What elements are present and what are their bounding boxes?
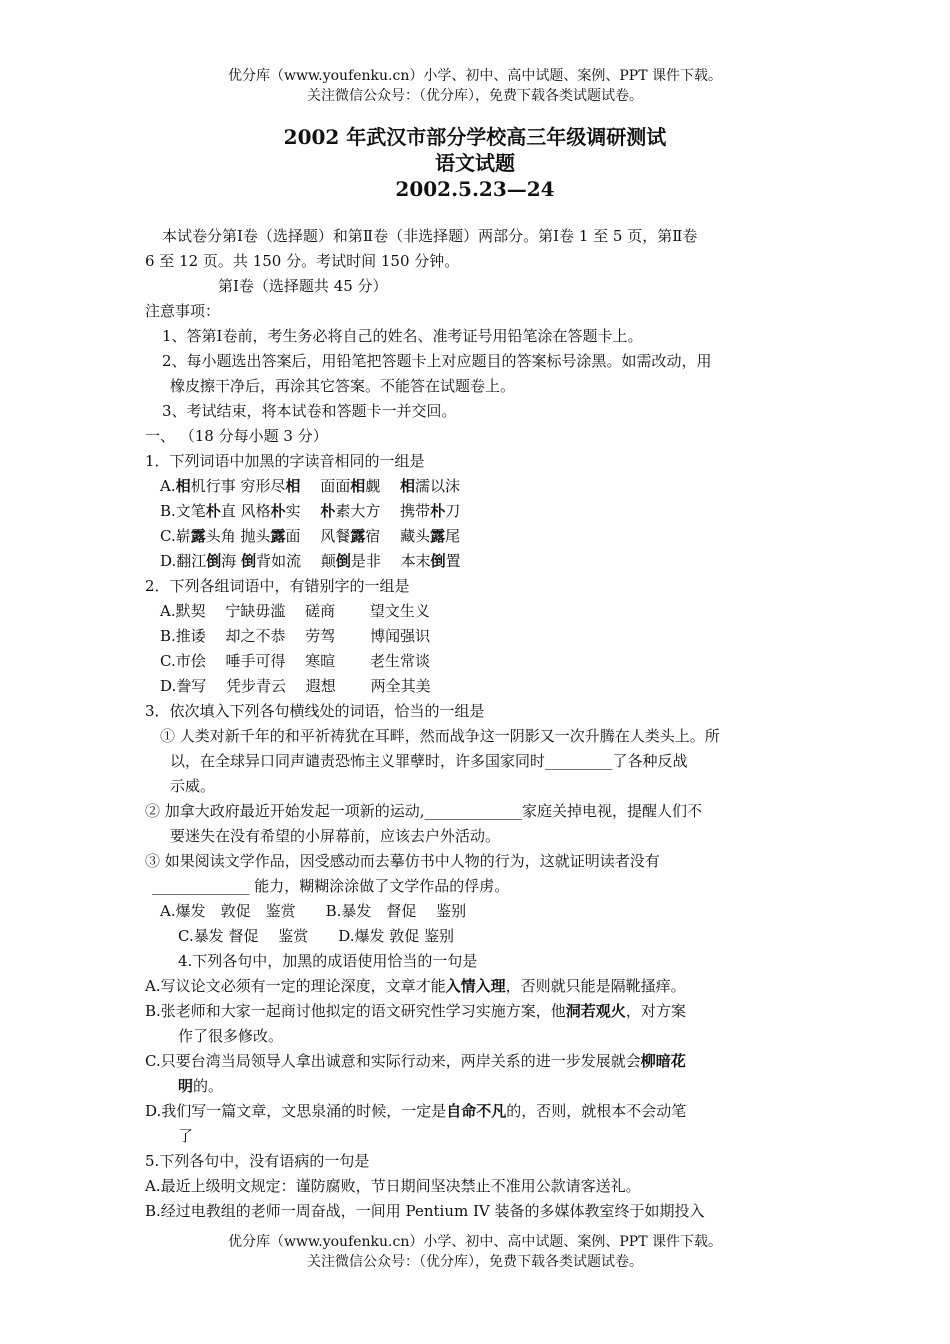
q1-option-d: D.翻江倒海 倒背如流 颠倒是非 本末倒置 [160, 552, 461, 570]
q3-sentence-3a: ③ 如果阅读文学作品，因受感动而去摹仿书中人物的行为，这就证明读者没有 [145, 852, 660, 870]
notes-heading: 注意事项： [145, 302, 221, 320]
q2-stem: 2．下列各组词语中，有错别字的一组是 [145, 577, 410, 595]
q1-stem: 1．下列词语中加黑的字读音相同的一组是 [145, 452, 425, 470]
section-heading: 第Ⅰ卷（选择题共 45 分） [218, 277, 388, 295]
note-1: 1、答第Ⅰ卷前，考生务必将自己的姓名、准考证号用铅笔涂在答题卡上。 [162, 327, 643, 345]
q3-stem: 3．依次填入下列各句横线处的词语，恰当的一组是 [145, 702, 485, 720]
note-2a: 2、每小题选出答案后，用铅笔把答题卡上对应题目的答案标号涂黑。如需改动，用 [162, 352, 712, 370]
q3-options-ab: A.爆发 敦促 鉴赏 B.暴发 督促 鉴别 [160, 902, 467, 920]
q5-option-a: A.最近上级明文规定：谨防腐败，节日期间坚决禁止不准用公款请客送礼。 [145, 1177, 641, 1195]
q2-option-b: B.推诿 却之不恭 劳驾 博闻强识 [160, 627, 431, 645]
q3-sentence-1c: 示威。 [170, 777, 216, 795]
q1-option-a: A.相机行事 穷形尽相 面面相觑 相濡以沫 [160, 477, 461, 495]
part-one-heading: 一、 （18 分每小题 3 分） [145, 427, 328, 445]
footer-line-1: 优分库（www.youfenku.cn）小学、初中、高中试题、案例、PPT 课件下载。 [227, 1234, 722, 1250]
q3-sentence-2a: ② 加拿大政府最近开始发起一项新的运动,_____________家庭关掉电视，提醒人们不 [145, 802, 703, 820]
q4-option-c-1: C.只要台湾当局领导人拿出诚意和实际行动来，两岸关系的进一步发展就会柳暗花 [145, 1052, 686, 1070]
q4-option-d-1: D.我们写一篇文章，文思泉涌的时候，一定是自命不凡的，否则，就根本不会动笔 [145, 1102, 687, 1120]
q4-option-c-2: 明的。 [178, 1077, 224, 1095]
title-line-2: 语文试题 [435, 151, 515, 175]
q2-option-c: C.市侩 唾手可得 寒暄 老生常谈 [160, 652, 431, 670]
q3-sentence-3b: _____________ 能力，糊糊涂涂做了文学作品的俘虏。 [152, 877, 510, 895]
q3-sentence-1b: 以，在全球异口同声谴责恐怖主义罪孽时，许多国家同时_________了各种反战 [170, 752, 688, 770]
title-line-1: 2002 年武汉市部分学校高三年级调研测试 [283, 125, 667, 149]
q3-sentence-2b: 要迷失在没有希望的小屏幕前，应该去户外活动。 [170, 827, 501, 845]
intro-line-1: 本试卷分第Ⅰ卷（选择题）和第Ⅱ卷（非选择题）两部分。第Ⅰ卷 1 至 5 页，第Ⅱ卷 [162, 227, 698, 245]
q3-options-cd: C.暴发 督促 鉴赏 D.爆发 敦促 鉴别 [178, 927, 455, 945]
note-2b: 橡皮擦干净后，再涂其它答案。不能答在试题卷上。 [170, 377, 516, 395]
q4-option-a: A.写议论文必须有一定的理论深度，文章才能入情入理，否则就只能是隔靴搔痒。 [145, 977, 686, 995]
header-line-1: 优分库（www.youfenku.cn）小学、初中、高中试题、案例、PPT 课件下载。 [227, 68, 722, 84]
note-3: 3、考试结束，将本试卷和答题卡一并交回。 [162, 402, 457, 420]
q4-option-b-2: 作了很多修改。 [178, 1027, 284, 1045]
footer-line-2: 关注微信公众号：（优分库），免费下载各类试题试卷。 [307, 1254, 643, 1270]
q3-sentence-1a: ① 人类对新千年的和平祈祷犹在耳畔，然而战争这一阴影又一次升腾在人类头上。所 [160, 727, 720, 745]
header-line-2: 关注微信公众号：（优分库），免费下载各类试题试卷。 [307, 88, 643, 104]
title-line-3: 2002.5.23—24 [395, 177, 555, 201]
q1-option-c: C.崭露头角 抛头露面 风餐露宿 藏头露尾 [160, 527, 461, 545]
q5-stem: 5.下列各句中，没有语病的一句是 [145, 1152, 370, 1170]
q4-option-b-1: B.张老师和大家一起商讨他拟定的语文研究性学习实施方案，他洞若观火，对方案 [145, 1002, 686, 1020]
q2-option-d: D.誊写 凭步青云 遐想 两全其美 [160, 677, 431, 695]
q4-option-d-2: 了 [178, 1127, 194, 1145]
q4-stem: 4.下列各句中，加黑的成语使用恰当的一句是 [178, 952, 478, 970]
q2-option-a: A.默契 宁缺毋滥 磋商 望文生义 [160, 602, 430, 620]
q5-option-b: B.经过电教组的老师一周奋战，一间用 Pentium IV 装备的多媒体教室终于如期投入 [145, 1202, 705, 1220]
intro-line-2: 6 至 12 页。共 150 分。考试时间 150 分钟。 [145, 252, 460, 270]
q1-option-b: B.文笔朴直 风格朴实 朴素大方 携带朴刀 [160, 502, 461, 520]
